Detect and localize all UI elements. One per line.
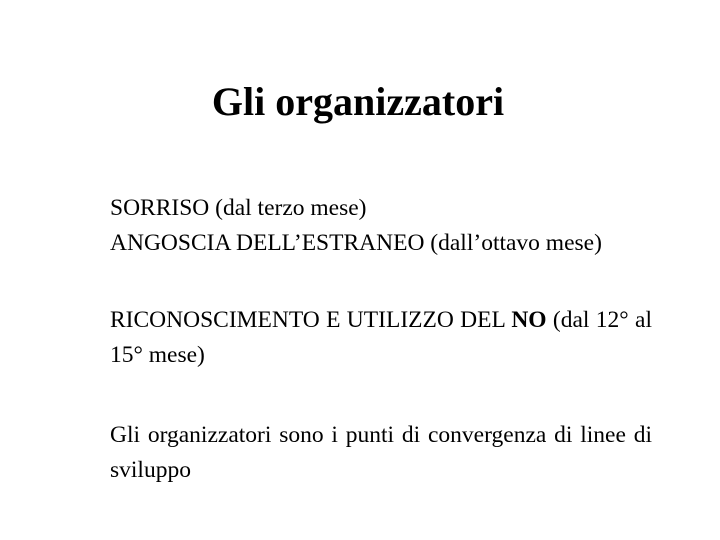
- item-riconoscimento-text-before: RICONOSCIMENTO E UTILIZZO DEL: [110, 307, 512, 333]
- item-riconoscimento-text-after: (dal 12° al 15° mese): [110, 307, 652, 368]
- conclusion-text: Gli organizzatori sono i punti di convergenza di linee di sviluppo: [110, 422, 652, 483]
- item-riconoscimento-emphasis-no: NO: [511, 307, 547, 333]
- slide-title: Gli organizzatori: [211, 79, 505, 124]
- item-angoscia-estraneo: ANGOSCIA DELL’ESTRANEO (dall’ottavo mese): [110, 230, 602, 256]
- item-riconoscimento-no: [110, 303, 652, 373]
- item-sorriso: SORRISO (dal terzo mese): [110, 195, 367, 221]
